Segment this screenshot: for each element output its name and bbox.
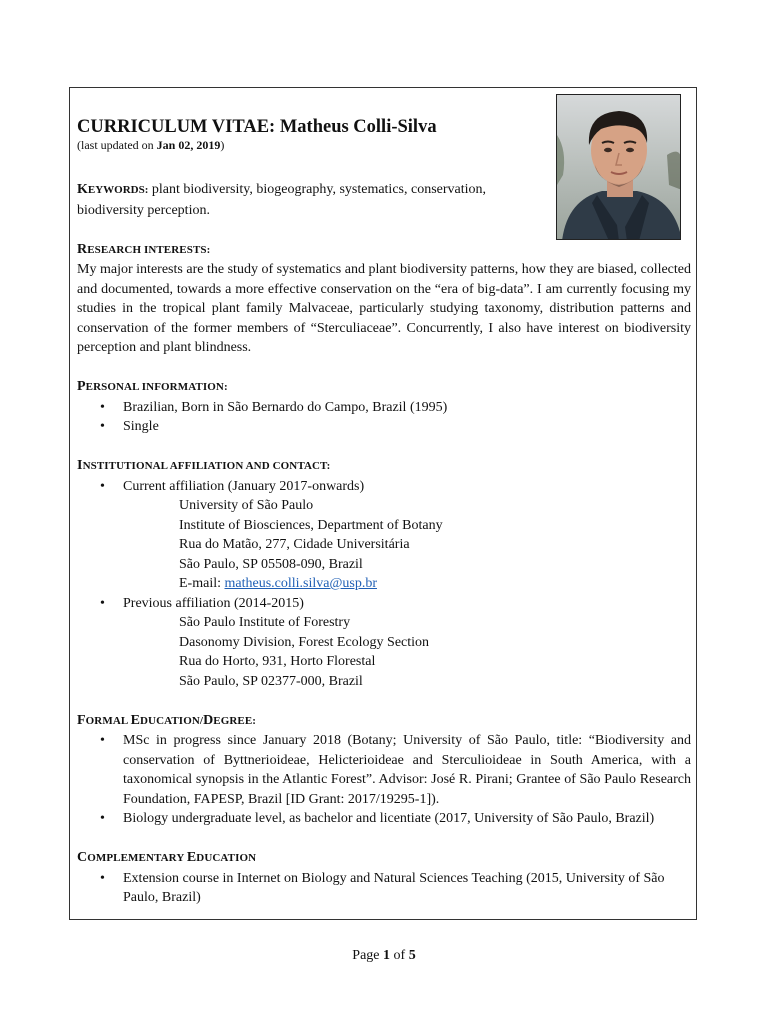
education-heading-cap: E (130, 712, 141, 728)
keywords-section (77, 180, 547, 220)
research-heading-cap: R (77, 241, 88, 257)
research-text: My major interests are the study of systematics and plant biodiversity patterns, how they are biased, collected and documented, towards a more effective conservation on the “era of big-data”. I am currently focusing my studies in the tropical plant family Malvaceae, particularly studying taxonomy, distribution patterns and conservation of the former members of “Sterculiaceae”. Concurrently, I also have interest on biodiversity perception and plant blindness. (77, 262, 691, 355)
address-line: São Paulo Institute of Forestry (179, 615, 351, 630)
current-affiliation-label: Current affiliation (January 2017-onwards) (123, 478, 365, 494)
list-item: • Single (77, 417, 691, 437)
address-line: Dasonomy Division, Forest Ecology Section (179, 634, 430, 650)
keywords-heading-cap: K (77, 182, 88, 197)
page-indicator (0, 948, 768, 964)
spacer (77, 691, 691, 711)
list-item: • Brazilian, Born in São Bernardo do Campo, Brazil (1995) (77, 398, 691, 418)
list-item: • Biology undergraduate level, as bachelor and licentiate (2017, University of São Paulo, Brazil) (77, 809, 691, 829)
spacer (77, 829, 691, 849)
list-item: • MSc in progress since January 2018 (Botany; University of São Paulo, title: “Biodiversity and conservation of Byttnerioideae, Helicterioideae and Sterculioideae in South America, with a taxonomical synopsis in the Atlantic Forest”. Advisor: José R. Pirani; Grantee of São Paulo Research Foundation, FAPESP, Brazil [ID Grant: 2017/19295-1]). (77, 731, 691, 809)
personal-list (77, 398, 691, 437)
cv-content (77, 116, 691, 908)
email-label: E-mail: (179, 576, 225, 591)
education-heading-rest: ORMAL (85, 714, 131, 727)
complementary-list (77, 869, 691, 908)
education-list (77, 731, 691, 829)
complementary-heading-rest: OMPLEMENTARY (87, 852, 187, 864)
personal-heading-rest: ERSONAL INFORMATION: (85, 381, 228, 393)
complementary-heading (77, 848, 691, 869)
institutional-heading (77, 456, 691, 477)
email-line (179, 574, 691, 594)
education-heading-cap: F (77, 712, 86, 728)
address-line: São Paulo, SP 05508-090, Brazil (179, 556, 363, 572)
previous-affiliation-label: Previous affiliation (2014-2015) (123, 595, 304, 611)
list-item: • Extension course in Internet on Biology and Natural Sciences Teaching (2015, University of São Paulo, Brazil) (77, 869, 691, 908)
previous-affiliation-address (77, 613, 691, 691)
current-affiliation-address (77, 496, 691, 594)
institutional-heading-cap: I (77, 458, 83, 473)
education-heading-cap: D (203, 712, 214, 728)
current-affiliation (77, 477, 691, 497)
previous-affiliation-list (77, 594, 691, 614)
address-line: University of São Paulo (179, 498, 314, 513)
address-line: São Paulo, SP 02377-000, Brazil (179, 673, 363, 689)
previous-affiliation (77, 594, 691, 614)
page-total: 5 (408, 948, 416, 963)
education-heading-rest: DUCATION/ (140, 714, 204, 727)
institutional-heading-rest: NSTITUTIONAL AFFILIATION AND CONTACT: (82, 460, 331, 472)
cv-title: CURRICULUM VITAE: Matheus Colli-Silva (77, 117, 437, 137)
personal-heading (77, 377, 691, 398)
complementary-heading-cap: C (77, 850, 88, 865)
address-line: Rua do Matão, 277, Cidade Universitária (179, 537, 410, 552)
updated-prefix: (last updated on (77, 138, 157, 152)
address-line: Rua do Horto, 931, Horto Florestal (179, 654, 376, 669)
last-updated (77, 138, 691, 152)
education-heading (77, 711, 691, 732)
research-heading-rest: ESEARCH INTERESTS: (87, 243, 211, 256)
spacer (77, 220, 691, 240)
updated-date: Jan 02, 2019 (156, 138, 221, 152)
of-word: of (390, 948, 409, 963)
email-link[interactable]: matheus.colli.silva@usp.br (224, 576, 377, 591)
spacer (77, 437, 691, 457)
address-line: Institute of Biosciences, Department of Botany (179, 517, 443, 533)
page-word: Page (352, 948, 384, 963)
complementary-heading-rest: DUCATION (196, 852, 257, 864)
keywords-heading (77, 182, 148, 197)
page-number: 1 (383, 948, 391, 963)
keywords-heading-rest: EYWORDS: (87, 184, 149, 196)
affiliation-list (77, 477, 691, 497)
personal-heading-cap: P (77, 379, 86, 394)
complementary-heading-cap: E (186, 850, 197, 865)
research-heading (77, 240, 691, 261)
keywords-text: plant biodiversity, biogeography, systematics, conservation, biodiversity perception. (77, 182, 487, 218)
education-heading-rest: EGREE: (213, 714, 257, 727)
updated-suffix: ) (220, 138, 225, 152)
spacer (77, 358, 691, 378)
